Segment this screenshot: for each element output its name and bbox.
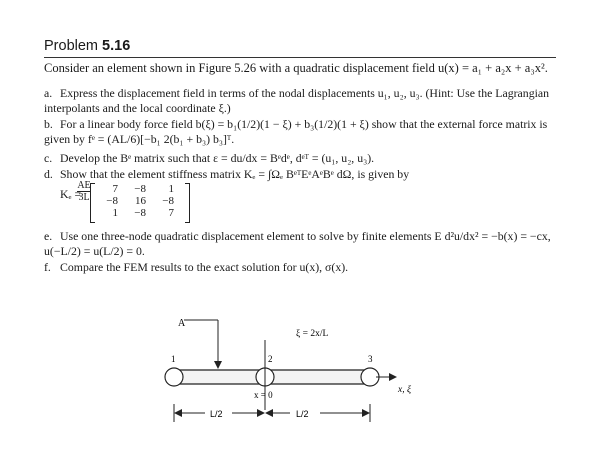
matrix-cell: −8 [134, 183, 146, 195]
item-a-text: Express the displacement field in terms of the nodal displacements u₁, u₂, u₃. (Hint: Use the Lagrangian interpolants and the local coordinate ξ.) [44, 86, 550, 115]
item-d-letter: d. [44, 167, 53, 181]
item-e-text: Use one three-node quadratic displacement element to solve by finite elements E d²u/dx² = −b(x) = −cx, u(−L/2) = u(L/2) = 0. [44, 229, 551, 258]
origin-label: x = 0 [254, 390, 273, 400]
matrix-cell: −8 [134, 207, 146, 219]
node-1-label: 1 [171, 354, 176, 364]
node-1-circle [165, 368, 183, 386]
problem-number: 5.16 [102, 38, 131, 54]
item-b-text: For a linear body force field b(ξ) = b₁(1/2)(1 − ξ) + b₃(1/2)(1 + ξ) show that the external force matrix is given by fᵉ = (AL/6)[−b₁ 2(b₁ + b₃) b₃]ᵀ. [44, 117, 548, 146]
coef-numerator: AE [77, 180, 91, 191]
x-axis-label: x, ξ [398, 385, 412, 395]
item-d-text: Show that the element stiffness matrix Kₑ = ∫Ωₑ BᵉᵀEᵉAᵉBᵉ dΩ, is given by [60, 167, 410, 181]
matrix-cell: −8 [162, 195, 174, 207]
item-f-text: Compare the FEM results to the exact solution for u(x), σ(x). [60, 260, 349, 274]
item-b-letter: b. [44, 117, 53, 131]
matrix-cell: 16 [135, 195, 146, 207]
problem-label: Problem [44, 38, 98, 54]
matrix-cell: 1 [112, 207, 118, 219]
matrix-cell: 7 [168, 207, 174, 219]
xi-definition: ξ = 2x/L [296, 329, 329, 339]
item-e-letter: e. [44, 229, 53, 243]
node-3-label: 3 [368, 354, 373, 364]
node-2-label: 2 [268, 354, 273, 364]
load-label: A [178, 318, 186, 329]
matrix-cell: 7 [112, 183, 118, 195]
coef-denominator: 3L [78, 192, 90, 203]
item-c-letter: c. [44, 151, 53, 165]
dim-right-label: L/2 [296, 409, 309, 419]
matrix-cell: 1 [168, 183, 174, 195]
problem-intro: Consider an element shown in Figure 5.26 with a quadratic displacement field u(x) = a₁ + a₂x + a₃x². [44, 61, 548, 75]
item-a-letter: a. [44, 86, 53, 100]
item-c-text: Develop the Bᵉ matrix such that ε = du/dx = Bᵉdᵉ, dᵉᵀ = (u₁, u₂, u₃). [60, 151, 375, 165]
item-f-letter: f. [44, 260, 51, 274]
dim-left-label: L/2 [210, 409, 223, 419]
matrix-cell: −8 [106, 195, 118, 207]
stiffness-lhs: Kₑ = [60, 187, 82, 201]
